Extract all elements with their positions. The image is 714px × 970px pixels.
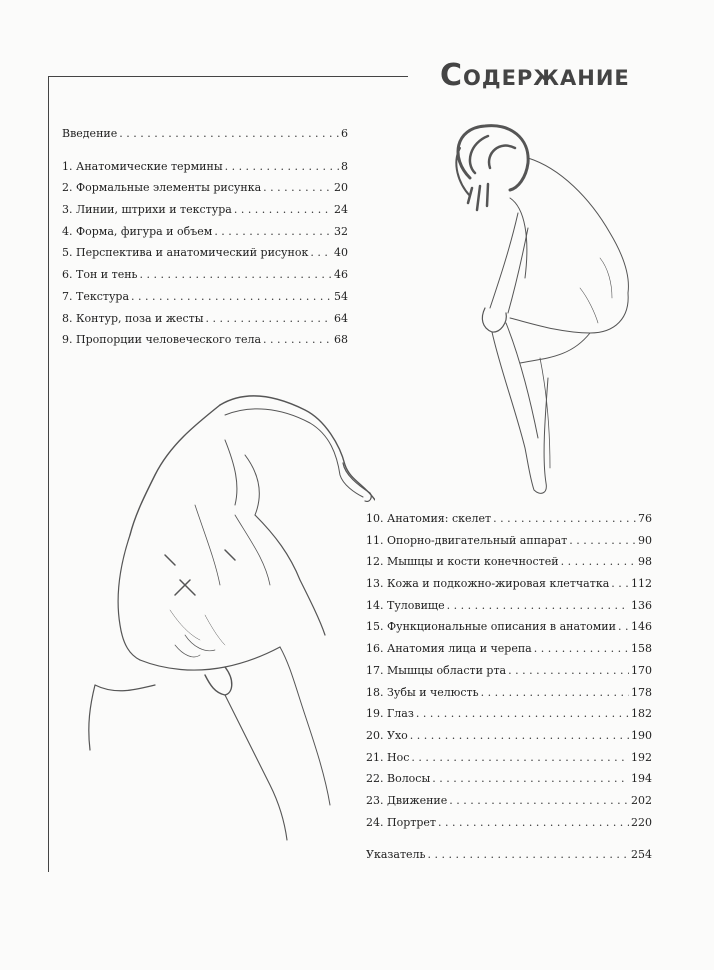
toc-entry-title: 16. Анатомия лица и черепа xyxy=(366,642,532,656)
toc-entry[interactable] xyxy=(366,638,652,660)
toc-entry-page: 192 xyxy=(631,750,652,764)
toc-leader-dots xyxy=(449,790,629,812)
toc-leader-dots xyxy=(438,812,629,834)
toc-entry[interactable] xyxy=(366,530,652,552)
toc-leader-dots xyxy=(416,703,629,725)
toc-entry[interactable] xyxy=(62,264,348,286)
toc-leader-dots xyxy=(534,638,629,660)
toc-entry-title: 9. Пропорции человеческого тела xyxy=(62,333,262,347)
toc-entry-title: 17. Мышцы области рта xyxy=(366,663,507,677)
toc-leader-dots xyxy=(410,725,629,747)
toc-entry-title: Введение xyxy=(62,127,118,140)
toc-leader-dots xyxy=(225,156,339,178)
toc-entry-page: 40 xyxy=(334,246,348,260)
toc-entry[interactable] xyxy=(366,747,652,769)
toc-leader-dots xyxy=(493,508,636,530)
toc-entry[interactable] xyxy=(62,329,348,351)
toc-leader-dots xyxy=(508,660,629,682)
toc-entry[interactable] xyxy=(62,308,348,330)
toc-leader-dots xyxy=(447,595,629,617)
toc-leader-dots xyxy=(481,682,629,704)
toc-entry[interactable] xyxy=(62,286,348,308)
toc-entry-title: 12. Мышцы и кости конечностей xyxy=(366,555,559,569)
toc-entry-page: 254 xyxy=(631,848,652,862)
toc-leader-dots xyxy=(119,123,339,145)
standing-figure-sketch xyxy=(430,118,650,500)
toc-leader-dots xyxy=(561,551,636,573)
toc-entry[interactable] xyxy=(62,242,348,264)
toc-entry-page: 194 xyxy=(631,772,652,786)
toc-entry-page: 146 xyxy=(631,620,652,634)
toc-leader-dots xyxy=(263,329,332,351)
toc-entry-title: 15. Функциональные описания в анатомии xyxy=(366,620,616,634)
toc-entry[interactable] xyxy=(366,508,652,530)
toc-entry[interactable] xyxy=(366,682,652,704)
toc-entry-title: 8. Контур, поза и жесты xyxy=(62,311,204,325)
toc-leader-dots xyxy=(569,530,636,552)
toc-leader-dots xyxy=(234,199,332,221)
toc-entry[interactable] xyxy=(62,177,348,199)
toc-entry-page: 8 xyxy=(341,159,348,173)
toc-leader-dots xyxy=(618,616,629,638)
toc-entry-title: 23. Движение xyxy=(366,793,448,807)
toc-entry-title: 4. Форма, фигура и объем xyxy=(62,224,213,238)
toc-entry-page: 182 xyxy=(631,707,652,721)
toc-entry-page: 178 xyxy=(631,685,652,699)
toc-entry-title: 1. Анатомические термины xyxy=(62,159,223,173)
toc-entry-title: 5. Перспектива и анатомический рисунок xyxy=(62,246,309,260)
toc-entry-page: 46 xyxy=(334,268,348,282)
toc-entry-page: 170 xyxy=(631,663,652,677)
toc-entry-page: 76 xyxy=(638,512,652,525)
toc-entry-title: 22. Волосы xyxy=(366,772,431,786)
toc-leader-dots xyxy=(428,844,629,866)
torso-figure-sketch xyxy=(75,385,375,845)
toc-entry[interactable] xyxy=(366,551,652,573)
toc-entry[interactable] xyxy=(366,660,652,682)
frame-left-rule xyxy=(48,76,49,872)
toc-leader-dots xyxy=(131,286,332,308)
toc-entry-page: 90 xyxy=(638,533,652,547)
toc-entry-title: 24. Портрет xyxy=(366,815,436,829)
toc-leader-dots xyxy=(140,264,332,286)
toc-entry-title: 20. Ухо xyxy=(366,728,408,742)
toc-leader-dots xyxy=(214,221,332,243)
toc-entry[interactable] xyxy=(62,199,348,221)
toc-entry-page: 220 xyxy=(631,815,652,829)
toc-entry-page: 158 xyxy=(631,642,652,656)
toc-entry[interactable] xyxy=(62,221,348,243)
toc-entry-title: 2. Формальные элементы рисунка xyxy=(62,181,262,195)
toc-entry[interactable] xyxy=(366,573,652,595)
toc-entry-page: 98 xyxy=(638,555,652,569)
page-title: Содержание xyxy=(440,58,630,93)
toc-entry[interactable] xyxy=(366,703,652,725)
toc-entry-page: 24 xyxy=(334,203,348,217)
toc-entry-page: 136 xyxy=(631,598,652,612)
toc-leader-dots xyxy=(432,768,629,790)
toc-entry-title: 6. Тон и тень xyxy=(62,268,138,282)
toc-entry-title: 7. Текстура xyxy=(62,289,130,303)
toc-entry-title: 18. Зубы и челюсть xyxy=(366,685,479,699)
toc-leader-dots xyxy=(411,747,629,769)
toc-leader-dots xyxy=(206,308,332,330)
toc-entry-page: 190 xyxy=(631,728,652,742)
toc-entry-title: 3. Линии, штрихи и текстура xyxy=(62,203,232,217)
toc-entry-title: 21. Нос xyxy=(366,750,410,764)
toc-entry[interactable] xyxy=(366,844,652,866)
toc-leader-dots xyxy=(263,177,332,199)
toc-entry-title: 10. Анатомия: скелет xyxy=(366,512,492,525)
toc-entry-title: 11. Опорно-двигательный аппарат xyxy=(366,533,568,547)
toc-leader-dots xyxy=(310,242,332,264)
toc-entry-page: 68 xyxy=(334,333,348,347)
toc-entry-page: 6 xyxy=(341,127,348,140)
toc-entry[interactable] xyxy=(366,812,652,834)
frame-top-rule xyxy=(48,76,408,77)
toc-entry[interactable] xyxy=(366,768,652,790)
toc-left-list xyxy=(62,123,348,351)
toc-entry[interactable] xyxy=(62,123,348,145)
toc-entry[interactable] xyxy=(366,616,652,638)
toc-entry-page: 20 xyxy=(334,181,348,195)
toc-entry-page: 64 xyxy=(334,311,348,325)
toc-entry[interactable] xyxy=(62,156,348,178)
toc-entry-title: 19. Глаз xyxy=(366,707,414,721)
toc-entry-page: 112 xyxy=(631,577,652,591)
toc-leader-dots xyxy=(611,573,629,595)
toc-right-list xyxy=(366,508,652,866)
toc-entry-title: 14. Туловище xyxy=(366,598,445,612)
toc-entry[interactable] xyxy=(366,595,652,617)
toc-entry-title: Указатель xyxy=(366,848,426,862)
toc-entry[interactable] xyxy=(366,725,652,747)
toc-entry-title: 13. Кожа и подкожно-жировая клетчатка xyxy=(366,577,610,591)
toc-entry-page: 202 xyxy=(631,793,652,807)
toc-entry-page: 54 xyxy=(334,289,348,303)
toc-entry[interactable] xyxy=(366,790,652,812)
toc-entry-page: 32 xyxy=(334,224,348,238)
